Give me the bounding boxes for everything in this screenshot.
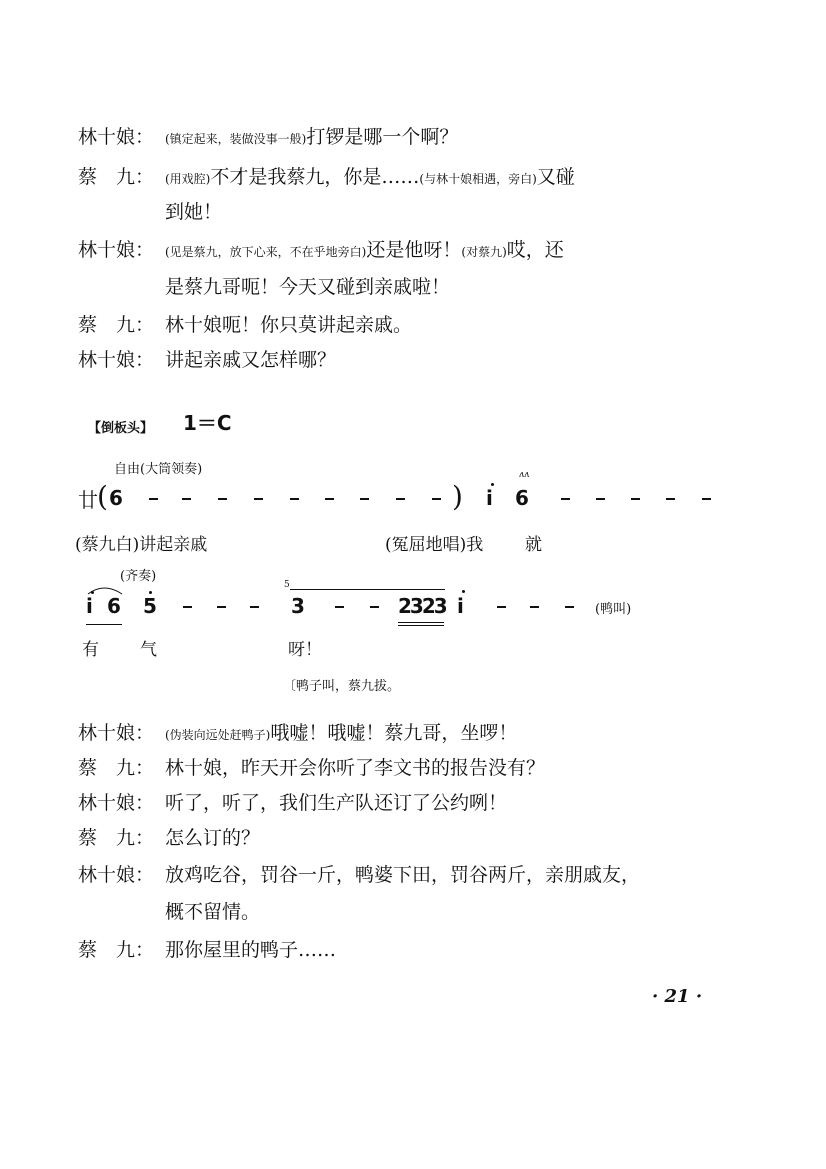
duration-dash (325, 498, 334, 500)
duration-dash (218, 498, 227, 500)
speech: 还是他呀！ (366, 239, 462, 261)
speaker: 蔡 九： (78, 827, 155, 849)
duration-dash (360, 498, 369, 500)
note: 6 (107, 594, 121, 618)
speaker: 林十娘： (78, 792, 155, 814)
duration-dash (254, 498, 263, 500)
octave-dot (462, 590, 465, 593)
dialogue-line (165, 125, 458, 151)
speech: 打锣是哪一个啊？ (306, 126, 459, 148)
speech: 听了，听了，我们生产队还订了公约咧！ (165, 792, 508, 814)
duration-dash (396, 498, 405, 500)
duration-dash (217, 606, 226, 608)
speaker: 林十娘： (78, 864, 155, 886)
note-high: i (457, 594, 464, 618)
duration-dash (530, 606, 539, 608)
note-high: i (486, 486, 493, 510)
speaker: 蔡 九： (78, 166, 155, 188)
grace-note: 5 (284, 580, 290, 590)
page-number: · 21 · (652, 986, 703, 1007)
speaker: 林十娘： (78, 239, 155, 261)
meter-sign: 廿 (78, 488, 98, 512)
duration-dash (370, 606, 379, 608)
note: 6 (109, 486, 123, 510)
speech: 怎么订的？ (165, 827, 261, 849)
duration-dash (561, 498, 570, 500)
speech: 讲起亲戚又怎样哪？ (165, 349, 337, 371)
speech: 不才是我蔡九，你是…… (210, 166, 420, 188)
close-paren: ) (452, 480, 463, 513)
speech-continuation: 到她！ (165, 201, 223, 223)
duration-dash (631, 498, 640, 500)
note: 6 (515, 486, 529, 510)
speech: 放鸡吃谷，罚谷一斤，鸭婆下田，罚谷两斤，亲朋戚友， (165, 864, 641, 886)
speaker: 林十娘： (78, 722, 155, 744)
lyric: 有 (82, 640, 99, 660)
duration-dash (666, 498, 675, 500)
sound-marking: (鸭叫) (595, 602, 632, 617)
underline (398, 622, 444, 623)
duration-dash (183, 606, 192, 608)
speech: 哎，还 (506, 239, 564, 261)
note-group: 2323 (398, 594, 446, 618)
stage-direction: (用戏腔) (165, 172, 211, 186)
underline (86, 624, 122, 625)
stage-direction: (镇定起来，装做没事一般) (165, 132, 307, 146)
duration-dash (335, 606, 344, 608)
duration-dash (497, 606, 506, 608)
lyric: 气 (140, 640, 157, 660)
duration-dash (702, 498, 711, 500)
duration-dash (182, 498, 191, 500)
underline (398, 625, 444, 626)
speaker: 蔡 九： (78, 314, 155, 336)
note: 3 (291, 594, 305, 618)
speech: 那你屋里的鸭子…… (165, 939, 337, 961)
lyric: (冤屈地唱)我 (385, 535, 484, 555)
octave-dot (491, 483, 494, 486)
speech: 哦嘘！哦嘘！蔡九哥，坐啰！ (270, 722, 518, 744)
lyric: 就 (525, 535, 542, 555)
stage-direction: (见是蔡九，放下心来，不在乎地旁白) (165, 245, 367, 259)
key-signature: 1＝C (183, 411, 232, 435)
lyric: 呀！ (288, 640, 322, 660)
stage-direction: (与林十娘相遇，旁白) (419, 172, 537, 186)
ensemble-marking: (齐奏) (120, 569, 157, 584)
speaker: 林十娘： (78, 126, 155, 148)
octave-dot (91, 591, 94, 594)
speech: 又碰 (536, 166, 575, 188)
open-paren: ( (97, 480, 108, 513)
dialogue-line (165, 165, 575, 191)
speaker: 林十娘： (78, 349, 155, 371)
duration-dash (565, 606, 574, 608)
speech: 林十娘，昨天开会你听了李文书的报告没有？ (165, 757, 546, 779)
speaker: 蔡 九： (78, 757, 155, 779)
speech: 林十娘呃！你只莫讲起亲戚。 (165, 314, 413, 336)
octave-dot (149, 591, 152, 594)
note-high: i (86, 594, 93, 618)
lyric: (蔡九白)讲起亲戚 (75, 535, 208, 555)
tune-name: 【倒板头】 (88, 421, 154, 436)
tie-line (290, 589, 445, 590)
dialogue-line (165, 721, 517, 747)
note-high: 5 (143, 594, 157, 618)
stage-direction: 〔鸭子叫，蔡九拔。 (283, 679, 401, 694)
duration-dash (596, 498, 605, 500)
stage-direction: (伪装向远处赶鸭子) (165, 728, 271, 742)
duration-dash (432, 498, 441, 500)
tempo-marking: 自由(大筒领奏) (114, 462, 203, 477)
duration-dash (250, 606, 259, 608)
stage-direction: (对蔡九) (461, 245, 507, 259)
duration-dash (290, 498, 299, 500)
dialogue-line (165, 238, 564, 264)
speech-continuation: 概不留情。 (165, 901, 261, 923)
speech-continuation: 是蔡九哥呃！今天又碰到亲戚啦！ (165, 276, 451, 298)
ornament-mark: ʌʌ (519, 470, 530, 480)
duration-dash (149, 498, 158, 500)
speaker: 蔡 九： (78, 939, 155, 961)
